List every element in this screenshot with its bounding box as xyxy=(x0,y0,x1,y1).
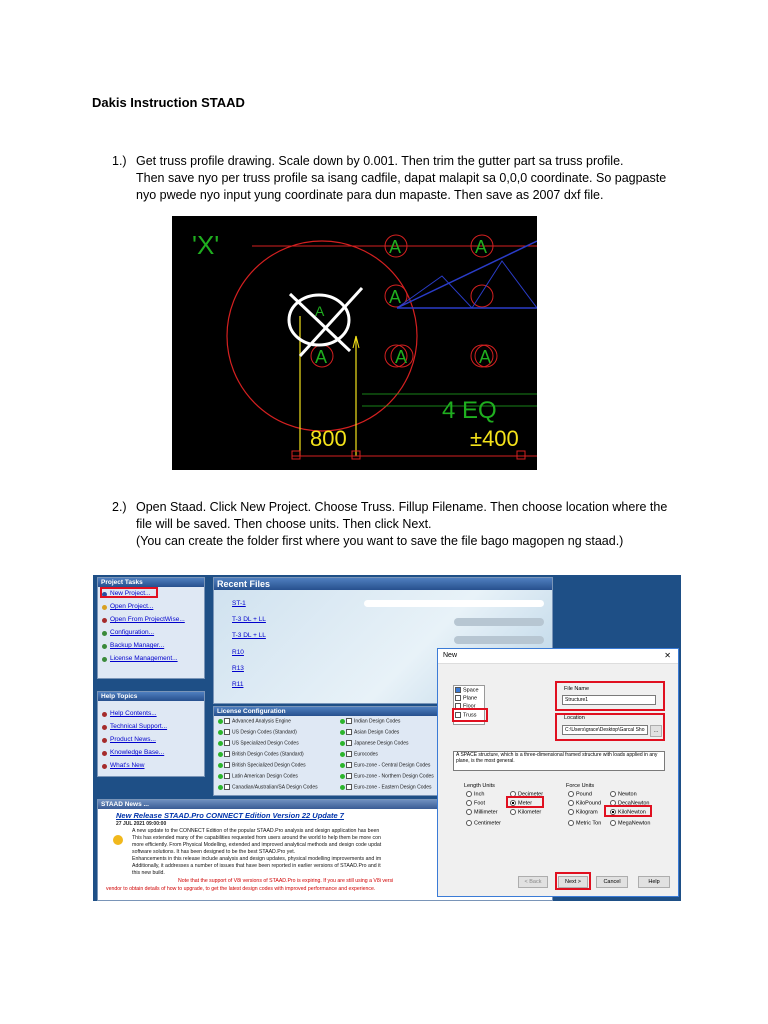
recent-file-3[interactable]: T-3 DL + LL xyxy=(232,632,266,639)
highlight-truss xyxy=(452,708,488,722)
browse-button[interactable]: ... xyxy=(650,725,662,737)
task-new-project[interactable]: New Project... xyxy=(110,590,151,597)
highlight-new-project xyxy=(100,587,158,598)
help-contents-link[interactable]: Help Contents... xyxy=(110,710,157,717)
license-item: Japanese Design Codes xyxy=(340,740,408,746)
recent-file-6[interactable]: R11 xyxy=(232,681,244,688)
length-units-label: Length Units xyxy=(464,783,495,789)
cad-dim-right: ±400 xyxy=(470,426,519,451)
license-item: Euro-zone - Eastern Design Codes xyxy=(340,784,432,790)
task-configuration[interactable]: Configuration... xyxy=(110,629,155,636)
force-meganewton[interactable]: MegaNewton xyxy=(610,820,650,826)
marker-a-6: A xyxy=(479,347,492,367)
step-2-line-1: Open Staad. Click New Project. Choose Truss. Fillup Filename. Then choose location where the xyxy=(136,500,668,514)
force-kilopound[interactable]: KiloPound xyxy=(568,800,601,806)
step-1 xyxy=(112,153,692,204)
news-date: 27 JUL 2021 09:00:00 xyxy=(116,821,167,827)
step-2-line-3: (You can create the folder first where you want to save the file bago magopen ng staad.) xyxy=(136,534,624,548)
license-configuration-heading: License Configuration xyxy=(214,707,552,716)
technical-support-icon xyxy=(102,725,107,730)
news-lightbulb-icon xyxy=(113,835,123,845)
length-millimeter[interactable]: Millimeter xyxy=(466,809,498,815)
whats-new-link[interactable]: What's New xyxy=(110,762,145,769)
force-kilogram[interactable]: Kilogram xyxy=(568,809,598,815)
dialog-title: New xyxy=(438,649,678,664)
length-kilometer[interactable]: Kilometer xyxy=(510,809,541,815)
knowledge-base-icon xyxy=(102,751,107,756)
whats-new-icon xyxy=(102,764,107,769)
task-backup-manager[interactable]: Backup Manager... xyxy=(110,642,165,649)
step-2-line-2: file will be saved. Then choose units. Then click Next. xyxy=(136,517,432,531)
help-topics-panel xyxy=(97,691,205,777)
step-2-number: 2.) xyxy=(112,500,127,514)
type-floor[interactable]: Floor xyxy=(455,703,476,709)
highlight-file-name xyxy=(555,681,665,711)
force-metric-ton[interactable]: Metric Ton xyxy=(568,820,601,826)
highlight-location xyxy=(555,713,665,741)
technical-support-link[interactable]: Technical Support... xyxy=(110,723,168,730)
length-centimeter[interactable]: Centimeter xyxy=(466,820,501,826)
force-units-label: Force Units xyxy=(566,783,595,789)
recent-file-2[interactable]: T-3 DL + LL xyxy=(232,616,266,623)
file-name-label: File Name xyxy=(564,686,590,692)
document-title: Dakis Instruction STAAD xyxy=(92,95,245,110)
cad-eq-label: 4 EQ xyxy=(442,397,497,424)
license-item: Eurocodes xyxy=(340,751,378,757)
open-project-icon xyxy=(102,605,107,610)
new-project-dialog xyxy=(437,648,679,897)
recent-bar-3 xyxy=(454,636,544,644)
recent-file-1[interactable]: ST-1 xyxy=(232,600,246,607)
location-label: Location xyxy=(564,715,585,721)
projectwise-icon xyxy=(102,618,107,623)
marker-a-4: A xyxy=(315,347,328,367)
cad-dim-left: 800 xyxy=(310,426,347,451)
news-headline[interactable]: New Release STAAD.Pro CONNECT Edition Version 22 Update 7 xyxy=(116,811,344,820)
highlight-kilonewton xyxy=(604,805,652,817)
marker-a-2: A xyxy=(389,237,402,257)
highlight-next xyxy=(555,872,591,890)
news-note-2: vendor to obtain details of how to upgrade, to get the latest design codes with improved performance and experience. xyxy=(106,886,376,892)
file-name-input[interactable]: Structure1 xyxy=(562,695,656,705)
product-news-icon xyxy=(102,738,107,743)
cad-drawing xyxy=(172,216,537,470)
knowledge-base-link[interactable]: Knowledge Base... xyxy=(110,749,165,756)
step-1-line-1: Get truss profile drawing. Scale down by 0.001. Then trim the gutter part sa truss profile. xyxy=(136,154,624,168)
step-1-line-2: Then save nyo per truss profile sa isang cadfile, dapat malapit sa 0,0,0 coordinate. So pagpaste xyxy=(136,171,667,185)
force-decanewton[interactable]: DecaNewton xyxy=(610,800,650,806)
recent-bar-2 xyxy=(454,618,544,626)
length-foot[interactable]: Foot xyxy=(466,800,485,806)
length-meter[interactable]: Meter xyxy=(510,800,532,806)
configuration-icon xyxy=(102,631,107,636)
force-kilonewton[interactable]: KiloNewton xyxy=(610,809,646,815)
backup-icon xyxy=(102,644,107,649)
close-icon[interactable]: ✕ xyxy=(664,651,671,660)
license-item: Latin American Design Codes xyxy=(218,773,298,779)
step-1-line-3: nyo pwede nyo input yung coordinate para dun mapaste. Then save as 2007 dxf file. xyxy=(136,188,604,202)
force-newton[interactable]: Newton xyxy=(610,791,637,797)
task-open-project[interactable]: Open Project... xyxy=(110,603,154,610)
structure-description: A SPACE structure, which is a three-dimensional framed structure with loads applied in any plane, is the most general. xyxy=(453,751,665,771)
step-1-number: 1.) xyxy=(112,154,127,168)
license-item: British Design Codes (Standard) xyxy=(218,751,304,757)
license-item: US Specialized Design Codes xyxy=(218,740,299,746)
license-item: Euro-zone - Central Design Codes xyxy=(340,762,430,768)
license-item: US Design Codes (Standard) xyxy=(218,729,297,735)
highlight-meter xyxy=(506,796,544,808)
length-decimeter[interactable]: Decimeter xyxy=(510,791,543,797)
type-space[interactable]: Space xyxy=(455,687,479,693)
license-item: Advanced Analysis Engine xyxy=(218,718,291,724)
task-open-projectwise[interactable]: Open From ProjectWise... xyxy=(110,616,185,623)
product-news-link[interactable]: Product News... xyxy=(110,736,156,743)
news-body: A new update to the CONNECT Edition of the popular STAAD.Pro analysis and design application has been This has extended many of the capabilities requested from users around the world to help them be more con more efficiently. From Physical Modelling, extended and improved analytical methods and design code updat software solutions. It has been designed to be the best STAAD.Pro yet. Enhancements in this release include analysis and design updates, physical modelling improvements and im Additionally, it addresses a number of issues that have been reported in earlier versions of STAAD.Pro and it this new build. xyxy=(132,828,382,876)
cancel-button[interactable]: Cancel xyxy=(596,876,628,888)
recent-files-heading: Recent Files xyxy=(214,578,552,590)
staad-news-heading: STAAD News ... xyxy=(98,800,552,809)
project-tasks-heading: Project Tasks xyxy=(98,578,204,587)
recent-file-5[interactable]: R13 xyxy=(232,665,244,672)
next-button[interactable]: Next > xyxy=(558,876,588,888)
license-item: British Specialized Design Codes xyxy=(218,762,306,768)
marker-a-5: A xyxy=(395,347,408,367)
type-truss[interactable]: Truss xyxy=(455,712,477,718)
step-2 xyxy=(112,499,692,550)
type-plane[interactable]: Plane xyxy=(455,695,477,701)
news-note: Note that the support of V8i versions of STAAD.Pro is expiring. If you are still using a V8i versi xyxy=(178,878,394,884)
back-button[interactable]: < Back xyxy=(518,876,548,888)
force-pound[interactable]: Pound xyxy=(568,791,592,797)
task-license-management[interactable]: License Management... xyxy=(110,655,178,662)
cad-x-label: 'X' xyxy=(192,230,220,260)
license-item: Indian Design Codes xyxy=(340,718,400,724)
help-contents-icon xyxy=(102,712,107,717)
marker-a-1: A xyxy=(475,237,488,257)
marker-a-7: A xyxy=(315,303,325,319)
license-item: Canadian/Australian/SA Design Codes xyxy=(218,784,318,790)
help-button[interactable]: Help xyxy=(638,876,670,888)
license-item: Asian Design Codes xyxy=(340,729,399,735)
help-topics-heading: Help Topics xyxy=(98,692,204,701)
recent-file-4[interactable]: R10 xyxy=(232,649,244,656)
license-item: Euro-zone - Northern Design Codes xyxy=(340,773,434,779)
license-icon xyxy=(102,657,107,662)
length-inch[interactable]: Inch xyxy=(466,791,484,797)
location-input[interactable]: C:\Users\grace\Desktop\Garcal Sho xyxy=(562,725,648,735)
marker-a-3: A xyxy=(389,287,402,307)
recent-bar-1 xyxy=(364,600,544,607)
